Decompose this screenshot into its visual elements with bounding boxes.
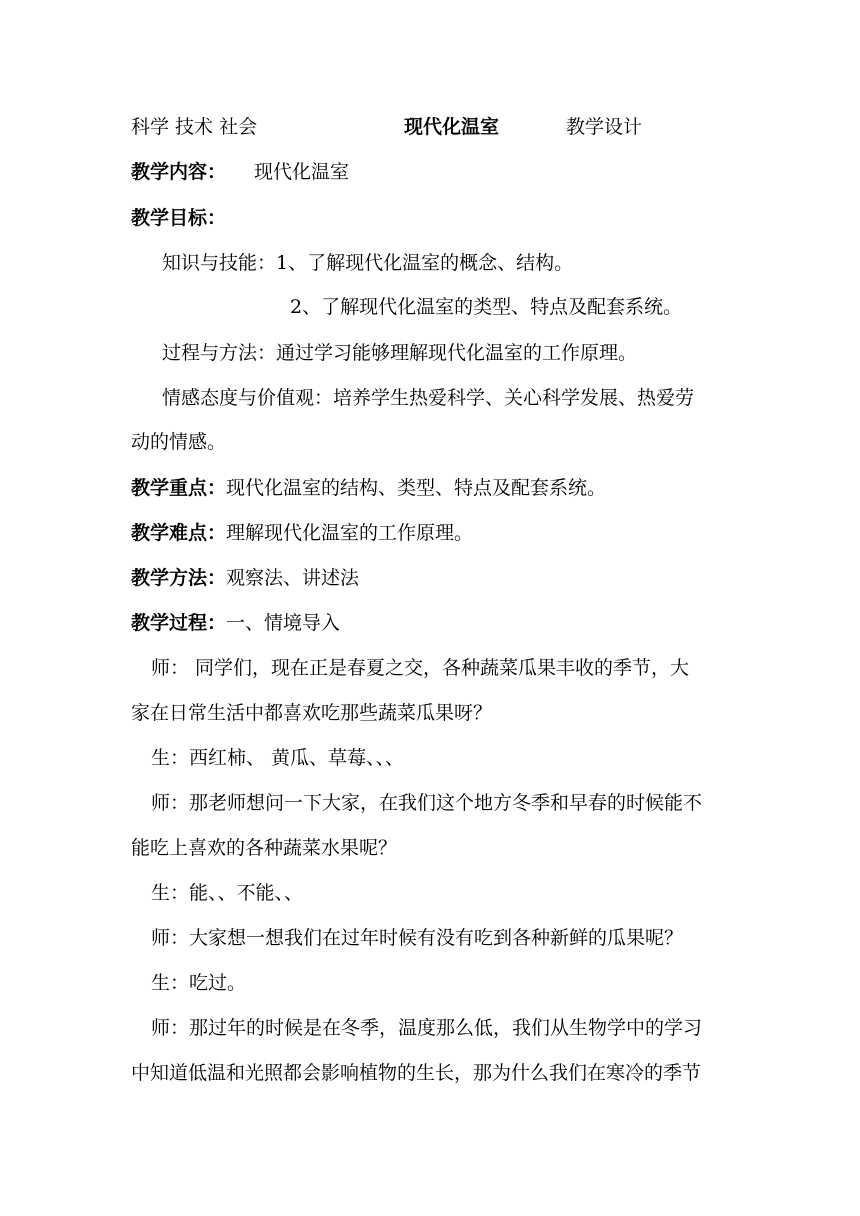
objective-emotion-line-2: 动的情感。 [131, 431, 227, 453]
dialogue-line: 生：能、、不能、、 [151, 882, 304, 904]
subject-label: 科学 技术 社会 [131, 116, 258, 138]
process-label: 教学过程： [131, 612, 227, 634]
methods-label: 教学方法： [131, 567, 227, 589]
dialogue-line: 生：西红柿、 黄瓜、草莓、、、 [151, 747, 405, 769]
document-title: 现代化温室 [404, 116, 500, 138]
key-points-row [131, 477, 606, 499]
objectives-label: 教学目标： [131, 207, 227, 229]
objective-process: 过程与方法：通过学习能够理解现代化温室的工作原理。 [162, 342, 638, 364]
difficulties-row [131, 522, 473, 544]
process-value: 一、情境导入 [226, 612, 341, 634]
dialogue-line: 中知道低温和光照都会影响植物的生长，那为什么我们在寒冷的季节 [131, 1062, 702, 1084]
dialogue-line: 家在日常生活中都喜欢吃那些蔬菜瓜果呀？ [131, 702, 493, 724]
dialogue-line: 师：那过年的时候是在冬季，温度那么低，我们从生物学中的学习 [151, 1017, 703, 1039]
content-label: 教学内容： [131, 161, 227, 183]
content-row [131, 161, 349, 183]
objective-knowledge-1: 知识与技能：1、了解现代化温室的概念、结构。 [162, 252, 574, 274]
dialogue-line: 生：吃过。 [151, 972, 247, 994]
key-points-value: 现代化温室的结构、类型、特点及配套系统。 [226, 477, 607, 499]
difficulties-label: 教学难点： [131, 522, 227, 544]
difficulties-value: 理解现代化温室的工作原理。 [226, 522, 474, 544]
dialogue-line: 师： 同学们，现在正是春夏之交，各种蔬菜瓜果丰收的季节，大 [151, 657, 690, 679]
methods-value: 观察法、讲述法 [226, 567, 360, 589]
dialogue-line: 能吃上喜欢的各种蔬菜水果呢？ [131, 837, 398, 859]
key-points-label: 教学重点： [131, 477, 227, 499]
methods-row [131, 567, 359, 589]
objective-knowledge-2: 2、了解现代化温室的类型、特点及配套系统。 [290, 296, 683, 318]
process-row [131, 612, 340, 634]
dialogue-line: 师：大家想一想我们在过年时候有没有吃到各种新鲜的瓜果呢？ [151, 927, 684, 949]
dialogue-line: 师：那老师想问一下大家，在我们这个地方冬季和早春的时候能不 [151, 792, 703, 814]
document-type: 教学设计 [566, 116, 643, 138]
content-value: 现代化温室 [254, 161, 350, 183]
objective-emotion-line-1: 情感态度与价值观：培养学生热爱科学、关心科学发展、热爱劳 [162, 387, 695, 409]
